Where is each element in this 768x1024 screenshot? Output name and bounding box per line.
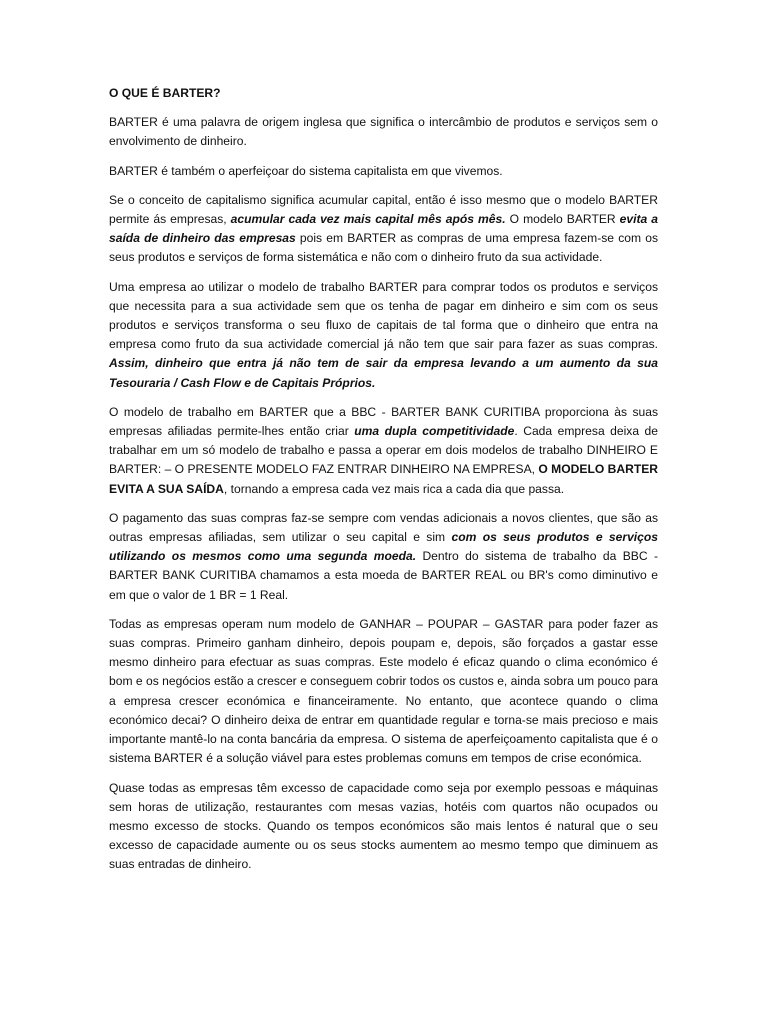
paragraph-text: BARTER é uma palavra de origem inglesa que significa o intercâmbio de produtos e serviços sem o envolvimento de dinheiro. bbox=[109, 115, 658, 149]
emphasized-text: com os seus produtos e serviços utilizando os mesmos como uma segunda moeda. bbox=[109, 530, 658, 564]
paragraph bbox=[109, 509, 658, 605]
emphasized-text: Assim, dinheiro que entra já não tem de sair da empresa levando a um aumento da sua Tesouraria / Cash Flow e de Capitais Próprios. bbox=[109, 356, 658, 390]
paragraph-text: BARTER é também o aperfeiçoar do sistema capitalista em que vivemos. bbox=[109, 163, 503, 178]
paragraph bbox=[109, 403, 658, 499]
document-title: O QUE É BARTER? bbox=[109, 86, 221, 100]
document-body bbox=[109, 113, 658, 874]
emphasized-text: evita a saída de dinheiro das empresas bbox=[109, 212, 658, 246]
paragraph-text: Quase todas as empresas têm excesso de capacidade como seja por exemplo pessoas e máquinas sem horas de utilização, restaurantes com mesas vazias, hotéis com quartos não ocupados ou mesmo excesso de stocks. Quando os tempos económicos são mais lentos é natural que o seu excesso de capacidade aumente ou os seus stocks aumentem ao mesmo tempo que diminuem as suas entradas de dinheiro. bbox=[109, 780, 658, 872]
paragraph-text: Uma empresa ao utilizar o modelo de trabalho BARTER para comprar todos os produtos e serviços que necessita para a sua actividade sem que os tenha de pagar em dinheiro e sim com os seus produtos e serviços transforma o seu fluxo de capitais de tal forma que o dinheiro que entra na empresa como fruto da sua actividade comercial já não tem que sair para fazer as suas compras. bbox=[109, 279, 658, 352]
paragraph-text: O modelo BARTER bbox=[505, 212, 620, 227]
paragraph bbox=[109, 113, 658, 151]
paragraph bbox=[109, 162, 658, 181]
paragraph-text: O modelo de trabalho em BARTER que a BBC - BARTER BANK CURITIBA proporciona às suas empresas afiliadas permite-lhes então criar bbox=[109, 404, 658, 439]
emphasized-text: O MODELO BARTER EVITA A SUA SAÍDA bbox=[109, 462, 659, 496]
paragraph bbox=[109, 779, 658, 875]
emphasized-text: acumular cada vez mais capital mês após mês. bbox=[230, 212, 506, 227]
paragraph bbox=[109, 191, 658, 268]
document-page bbox=[109, 84, 658, 885]
paragraph-text: , tornando a empresa cada vez mais rica a cada dia que passa. bbox=[223, 481, 565, 496]
paragraph-text: O pagamento das suas compras faz-se sempre com vendas adicionais a novos clientes, que são as outras empresas afiliadas, sem utilizar o seu capital e sim bbox=[109, 510, 658, 545]
paragraph-text: Todas as empresas operam num modelo de GANHAR – POUPAR – GASTAR para poder fazer as suas compras. Primeiro ganham dinheiro, depois poupam e, depois, são forçados a gastar esse mesmo dinheiro para efectuar as suas compras. Este modelo é eficaz quando o clima económico é bom e os negócios estão a crescer e conseguem cobrir todos os custos e, ainda sobra um pouco para a empresa crescer económica e financeiramente. No entanto, que acontece quando o clima económico decai? O dinheiro deixa de entrar em quantidade regular e torna-se mais precioso e mais importante mantê-lo na conta bancária da empresa. O sistema de aperfeiçoamento capitalista que é o sistema BARTER é a solução viável para estes problemas comuns em tempos de crise económica. bbox=[109, 616, 658, 766]
paragraph-text: . Cada empresa deixa de trabalhar em um só modelo de trabalho e passa a operar em dois modelos de trabalho DINHEIRO E BARTER: – O PRESENTE MODELO FAZ ENTRAR DINHEIRO NA EMPRESA, bbox=[109, 424, 658, 477]
emphasized-text: uma dupla competitividade bbox=[354, 424, 515, 439]
paragraph bbox=[109, 615, 658, 769]
paragraph-text: pois em BARTER as compras de uma empresa fazem-se com os seus produtos e serviços de forma sistemática e não com o dinheiro fruto da sua actividade. bbox=[109, 231, 658, 265]
paragraph bbox=[109, 278, 658, 393]
paragraph-text: Dentro do sistema de trabalho da BBC - BARTER BANK CURITIBA chamamos a esta moeda de BARTER REAL ou BR's como diminutivo e em que o valor de 1 BR = 1 Real. bbox=[109, 549, 658, 602]
paragraph-text: Se o conceito de capitalismo significa acumular capital, então é isso mesmo que o modelo BARTER permite ás empresas, bbox=[109, 192, 658, 227]
